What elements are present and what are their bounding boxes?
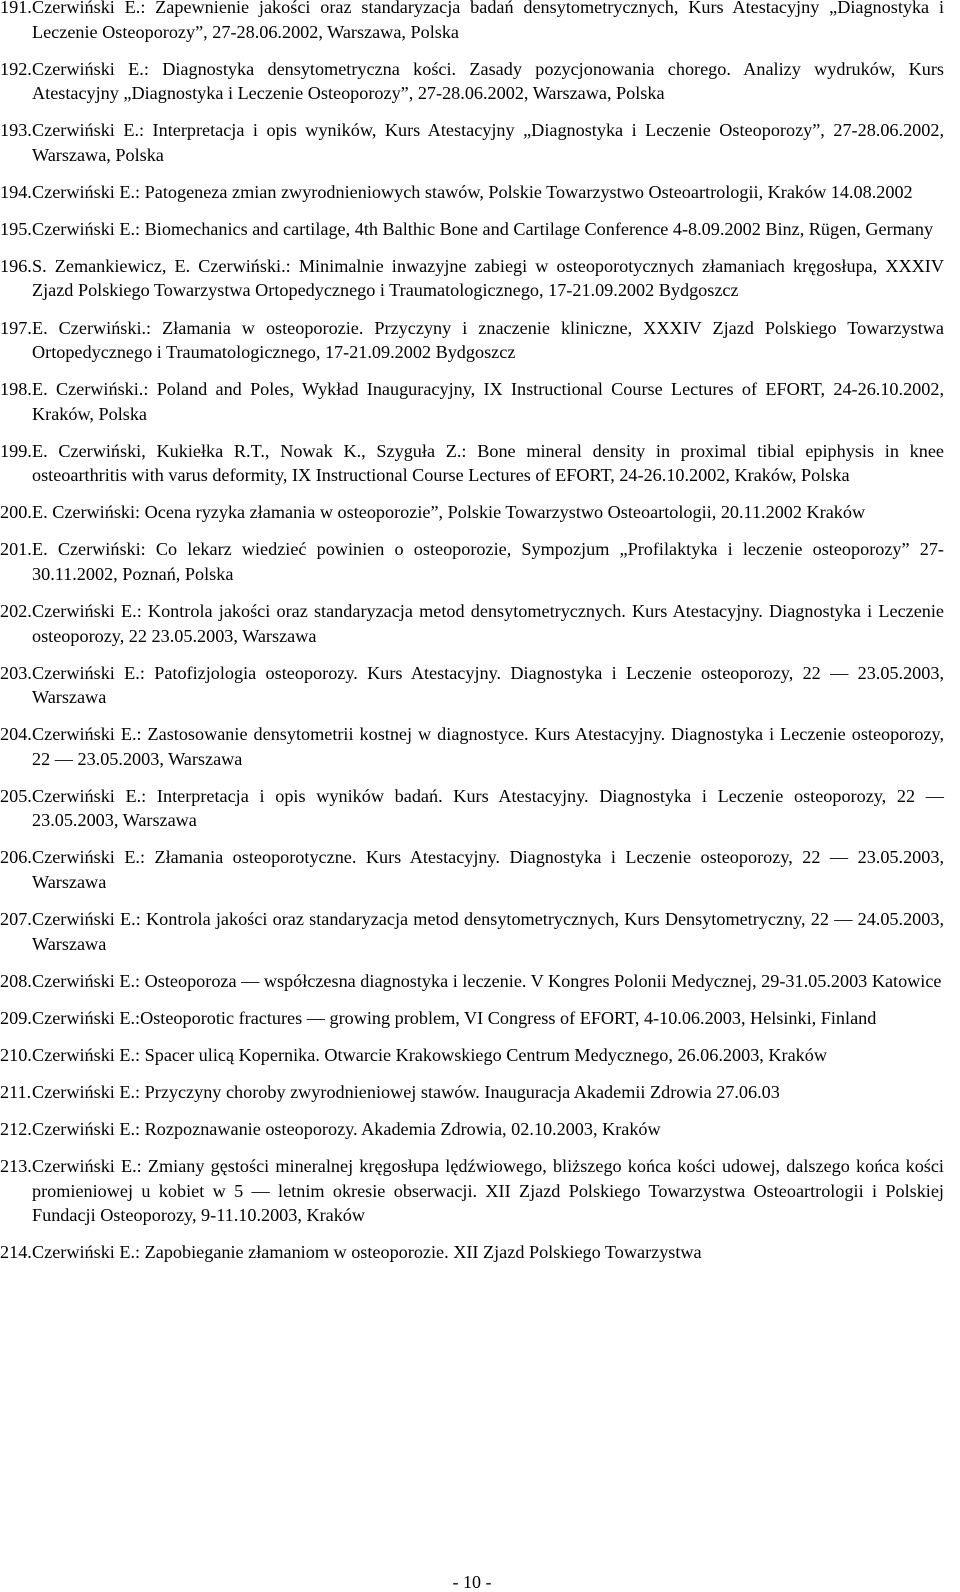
list-item (0, 217, 944, 242)
item-number: 197. (0, 317, 32, 338)
item-number: 212. (0, 1118, 32, 1139)
item-text: Czerwiński E.: Patofizjologia osteoporozy. Kurs Atestacyjny. Diagnostyka i Leczenie osteoporozy, 22 — 23.05.2003, Warszawa (32, 662, 944, 708)
item-text: Czerwiński E.: Zapewnienie jakości oraz standaryzacja badań densytometrycznych, Kurs Atestacyjny „Diagnostyka i Leczenie Osteoporozy”, 27-28.06.2002, Warszawa, Polska (32, 0, 944, 42)
item-number: 193. (0, 120, 32, 141)
item-number: 199. (0, 440, 32, 461)
item-text: Czerwiński E.: Zmiany gęstości mineralnej kręgosłupa lędźwiowego, bliższego końca kości udowej, dalszego końca kości promieniowej u kobiet w 5 — letnim okresie obserwacji. XII Zjazd Polskiego Towarzystwa Osteoartrologii i Polskiej Fundacji Osteoporozy, 9-11.10.2003, Kraków (32, 1156, 944, 1226)
item-text: Czerwiński E.: Złamania osteoporotyczne. Kurs Atestacyjny. Diagnostyka i Leczenie osteoporozy, 22 — 23.05.2003, Warszawa (32, 847, 944, 892)
item-number: 201. (0, 539, 32, 560)
list-item (0, 599, 944, 648)
item-text: E. Czerwiński.: Złamania w osteoporozie. Przyczyny i znaczenie kliniczne, XXXIV Zjazd Polskiego Towarzystwa Ortopedycznego i Traumatologicznego, 17-21.09.2002 Bydgoszcz (32, 317, 944, 363)
item-number: 196. (0, 255, 32, 276)
item-number: 210. (0, 1044, 32, 1065)
list-item (0, 316, 944, 365)
item-text: Czerwiński E.: Kontrola jakości oraz standaryzacja metod densytometrycznych. Kurs Atestacyjny. Diagnostyka i Leczenie osteoporozy, 22 23.05.2003, Warszawa (32, 601, 944, 646)
list-item (0, 439, 944, 488)
item-number: 194. (0, 181, 32, 202)
item-text: Czerwiński E.: Zapobieganie złamaniom w osteoporozie. XII Zjazd Polskiego Towarzystwa (32, 1242, 702, 1263)
item-text: Czerwiński E.: Osteoporoza — współczesna diagnostyka i leczenie. V Kongres Polonii Medycznej, 29-31.05.2003 Katowice (32, 970, 942, 991)
list-item (0, 661, 944, 710)
list-item (0, 784, 944, 833)
item-number: 200. (0, 502, 32, 523)
list-item (0, 57, 944, 106)
item-text: Czerwiński E.: Zastosowanie densytometrii kostnej w diagnostyce. Kurs Atestacyjny. Diagnostyka i Leczenie osteoporozy, 22 — 23.05.2003, Warszawa (32, 724, 944, 769)
list-item (0, 722, 944, 771)
item-number: 211. (0, 1081, 32, 1102)
item-text: E. Czerwiński, Kukiełka R.T., Nowak K., Szyguła Z.: Bone mineral density in proximal tibial epiphysis in knee osteoarthritis with varus deformity, IX Instructional Course Lectures of EFORT, 24-26.10.2002, Kraków, Polska (32, 440, 944, 486)
item-text: Czerwiński E.: Przyczyny choroby zwyrodnieniowej stawów. Inauguracja Akademii Zdrowia 27.06.03 (32, 1081, 780, 1102)
page-number: - 10 - (452, 1572, 492, 1592)
item-number: 202. (0, 601, 32, 622)
item-number: 198. (0, 379, 32, 400)
list-item (0, 500, 944, 525)
item-text: E. Czerwiński: Ocena ryzyka złamania w osteoporozie”, Polskie Towarzystwo Osteoartologii, 20.11.2002 Kraków (32, 502, 866, 523)
item-number: 204. (0, 724, 32, 745)
item-text: Czerwiński E.: Interpretacja i opis wyników badań. Kurs Atestacyjny. Diagnostyka i Leczenie osteoporozy, 22 — 23.05.2003, Warszawa (32, 785, 944, 831)
item-text: Czerwiński E.: Patogeneza zmian zwyrodnieniowych stawów, Polskie Towarzystwo Osteoartrologii, Kraków 14.08.2002 (32, 181, 913, 202)
item-number: 207. (0, 909, 32, 929)
item-text: Czerwiński E.: Rozpoznawanie osteoporozy. Akademia Zdrowia, 02.10.2003, Kraków (32, 1118, 661, 1139)
item-number: 208. (0, 970, 32, 991)
item-text: Czerwiński E.: Interpretacja i opis wyników, Kurs Atestacyjny „Diagnostyka i Leczenie Osteoporozy”, 27-28.06.2002, Warszawa, Polska (32, 120, 944, 165)
item-text: Czerwiński E.: Biomechanics and cartilage, 4th Balthic Bone and Cartilage Conference 4-8.09.2002 Binz, Rügen, Germany (32, 218, 934, 239)
item-number: 205. (0, 785, 32, 806)
item-text: Czerwiński E.:Osteoporotic fractures — growing problem, VI Congress of EFORT, 4-10.06.2003, Helsinki, Finland (32, 1007, 877, 1028)
list-item (0, 845, 944, 894)
list-item (0, 1006, 944, 1031)
list-item (0, 254, 944, 303)
item-number: 213. (0, 1156, 32, 1177)
list-item (0, 1154, 944, 1228)
item-number: 191. (0, 0, 32, 17)
item-number: 195. (0, 218, 32, 239)
item-number: 192. (0, 58, 32, 79)
item-text: Czerwiński E.: Diagnostyka densytometryczna kości. Zasady pozycjonowania chorego. Analizy wydruków, Kurs Atestacyjny „Diagnostyka i Leczenie Osteoporozy”, 27-28.06.2002, Warszawa, Polska (32, 58, 944, 104)
item-text: E. Czerwiński.: Poland and Poles, Wykład Inauguracyjny, IX Instructional Course Lectures of EFORT, 24-26.10.2002, Kraków, Polska (32, 379, 944, 424)
item-number: 206. (0, 847, 32, 868)
item-text: Czerwiński E.: Kontrola jakości oraz standaryzacja metod densytometrycznych, Kurs Densytometryczny, 22 — 24.05.2003, Warszawa (32, 909, 944, 954)
list-item (0, 1240, 944, 1265)
item-number: 214. (0, 1242, 32, 1263)
list-item (0, 180, 944, 205)
list-item (0, 1080, 944, 1105)
list-item (0, 907, 944, 956)
item-number: 203. (0, 662, 32, 683)
list-item (0, 1043, 944, 1068)
item-text: S. Zemankiewicz, E. Czerwiński.: Minimalnie inwazyjne zabiegi w osteoporotycznych złamaniach kręgosłupa, XXXIV Zjazd Polskiego Towarzystwa Ortopedycznego i Traumatologicznego, 17-21.09.2002 Bydgoszcz (32, 255, 944, 301)
list-item (0, 118, 944, 167)
item-number: 209. (0, 1007, 32, 1028)
list-item (0, 1117, 944, 1142)
item-text: E. Czerwiński: Co lekarz wiedzieć powinien o osteoporozie, Sympozjum „Profilaktyka i leczenie osteoporozy” 27-30.11.2002, Poznań, Polska (32, 539, 944, 584)
list-item (0, 537, 944, 586)
item-text: Czerwiński E.: Spacer ulicą Kopernika. Otwarcie Krakowskiego Centrum Medycznego, 26.06.2003, Kraków (32, 1044, 827, 1065)
list-item (0, 377, 944, 426)
list-item (0, 0, 944, 44)
list-item (0, 969, 944, 994)
